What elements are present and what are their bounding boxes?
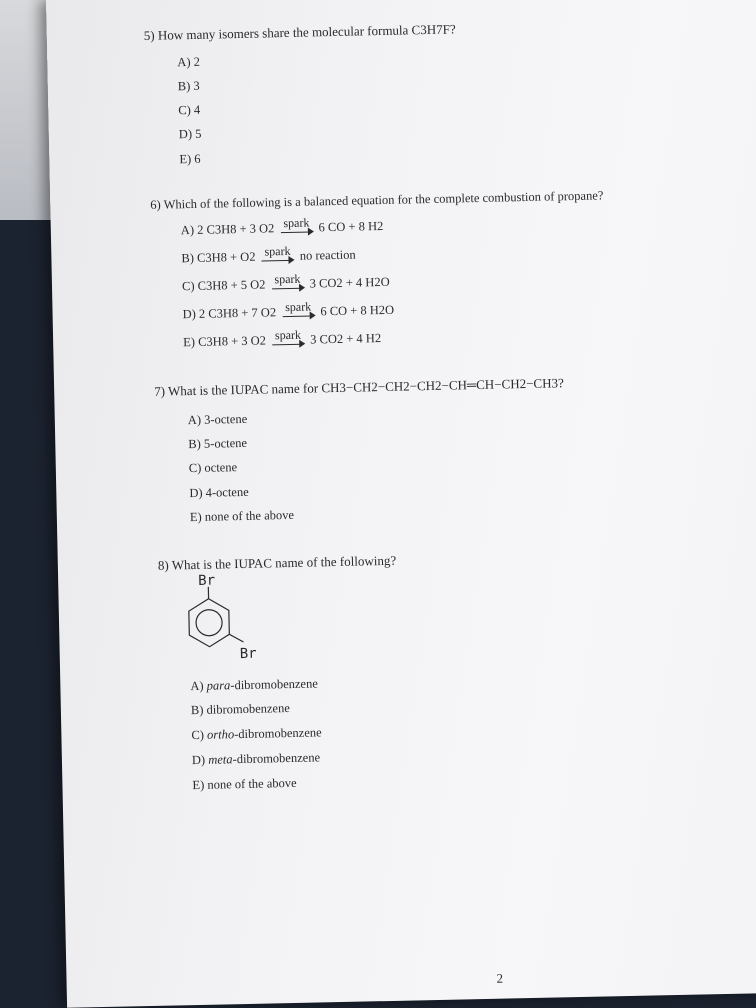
c-br-bond-bottom <box>229 634 243 642</box>
benzene-ring <box>189 598 230 647</box>
option-text: -dibromobenzene <box>230 676 318 693</box>
equation-6e <box>183 327 382 350</box>
option-label: E) <box>192 777 205 793</box>
bromine-label-top: Br <box>198 572 216 589</box>
question-prompt: How many isomers share the molecular formula C3H7F? <box>157 21 456 43</box>
option-5a: A) 2 <box>177 54 201 70</box>
equation-reactants: C3H8 + 3 O2 <box>197 333 267 349</box>
option-8b <box>191 701 290 718</box>
question-prompt: Which of the following is a balanced equation for the complete combustion of propane? <box>163 188 604 212</box>
equation-6d <box>182 299 395 322</box>
equation-label: B) <box>181 250 195 266</box>
equation-label: C) <box>181 278 195 294</box>
option-8a <box>190 676 318 694</box>
question-number: 7) <box>154 383 166 399</box>
page-number: 2 <box>496 970 504 986</box>
option-text: -dibromobenzene <box>232 750 321 767</box>
bromine-label-bottom: Br <box>239 645 257 663</box>
arrow-label: spark <box>284 299 312 315</box>
reaction-arrow-icon <box>279 215 313 234</box>
equation-label: A) <box>180 222 195 238</box>
arrow-label: spark <box>264 243 291 259</box>
question-number: 6) <box>150 197 161 212</box>
option-prefix: meta <box>208 752 233 767</box>
equation-products: 6 CO + 8 H2 <box>318 218 384 235</box>
question-number: 5) <box>143 27 155 43</box>
question-number: 8) <box>157 557 169 573</box>
reaction-arrow-icon <box>281 299 315 318</box>
dibromobenzene-structure <box>170 585 292 667</box>
option-7b: B) 5-octene <box>188 435 248 452</box>
equation-6b <box>181 243 356 267</box>
question-prompt: What is the IUPAC name of the following? <box>171 552 397 573</box>
equation-reactants: 2 C3H8 + 7 O2 <box>198 305 277 321</box>
arrow-label: spark <box>274 327 302 343</box>
question-prompt: What is the IUPAC name for CH3−CH2−CH2−CH2−CH═CH−CH2−CH3? <box>167 375 564 399</box>
option-prefix: ortho <box>206 727 235 742</box>
equation-products: 3 CO2 + 4 H2O <box>309 274 390 291</box>
equation-label: D) <box>182 306 196 322</box>
option-text: none of the above <box>207 775 297 792</box>
equation-6a <box>180 215 384 238</box>
option-label: D) <box>191 752 206 768</box>
option-text: dibromobenzene <box>206 701 290 717</box>
option-8d <box>192 750 320 768</box>
arrow-label: spark <box>283 215 310 231</box>
equation-products: 6 CO + 8 H2O <box>320 302 395 319</box>
equation-6c <box>181 271 390 294</box>
question-7 <box>154 375 564 400</box>
equation-label: E) <box>183 334 196 350</box>
equation-products: 3 CO2 + 4 H2 <box>310 331 382 347</box>
option-label: A) <box>190 678 204 694</box>
equation-reactants: 2 C3H8 + 3 O2 <box>197 221 275 237</box>
question-6 <box>150 188 603 212</box>
equation-products: no reaction <box>299 247 356 263</box>
option-7d: D) 4-octene <box>189 484 249 501</box>
reaction-arrow-icon <box>271 327 305 347</box>
option-5b: B) 3 <box>177 78 200 94</box>
question-5 <box>144 21 456 44</box>
option-8c <box>191 725 321 743</box>
option-label: C) <box>191 727 205 743</box>
arrow-label: spark <box>274 271 301 287</box>
reaction-arrow-icon <box>261 243 295 263</box>
option-7e: E) none of the above <box>189 507 295 525</box>
exam-page <box>46 0 756 1008</box>
reaction-arrow-icon <box>270 271 304 291</box>
option-8e <box>192 776 296 793</box>
option-5d: D) 5 <box>178 126 202 142</box>
option-5c: C) 4 <box>178 102 201 118</box>
equation-reactants: C3H8 + O2 <box>196 249 256 265</box>
option-prefix: para <box>206 678 231 693</box>
option-label: B) <box>190 702 204 718</box>
option-7a: A) 3-octene <box>187 411 248 428</box>
equation-reactants: C3H8 + 5 O2 <box>197 277 266 293</box>
question-8 <box>158 553 397 574</box>
aromatic-circle <box>196 609 223 636</box>
option-text: -dibromobenzene <box>233 725 322 742</box>
option-5e: E) 6 <box>179 151 201 167</box>
option-7c: C) octene <box>188 460 238 476</box>
